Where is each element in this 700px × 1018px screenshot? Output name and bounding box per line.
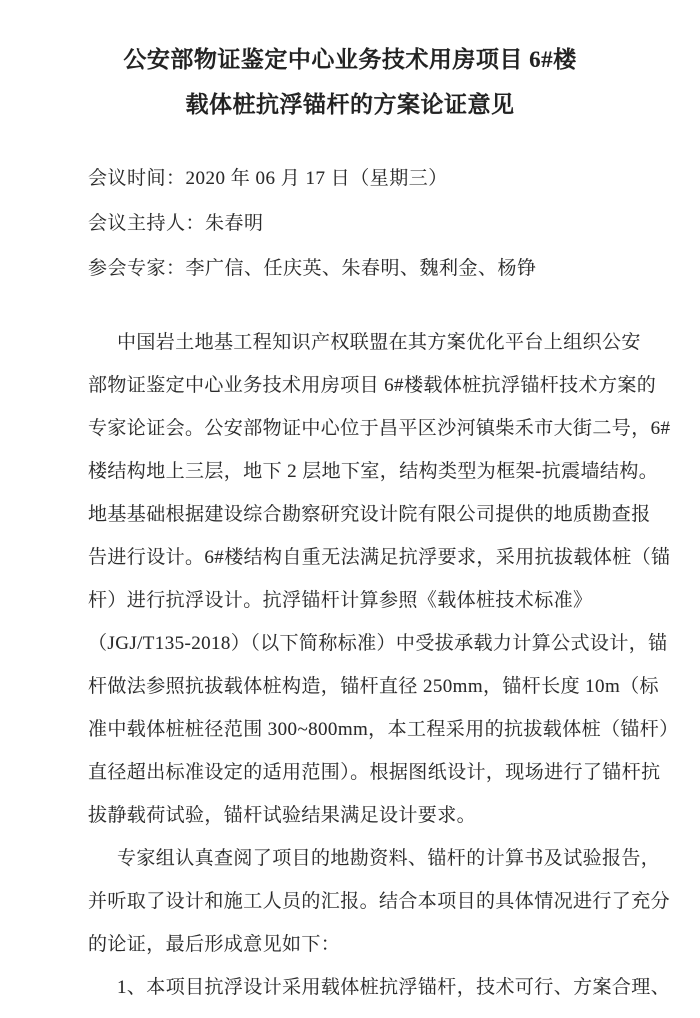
body-line: 杆做法参照抗拔载体桩构造，锚杆直径 250mm，锚杆长度 10m（标	[88, 676, 659, 697]
document-title-line2: 载体桩抗浮锚杆的方案论证意见	[185, 92, 515, 117]
body-line: 准中载体桩桩径范围 300~800mm，本工程采用的抗拔载体桩（锚杆）	[88, 719, 679, 740]
body-line: 楼结构地上三层，地下 2 层地下室，结构类型为框架-抗震墙结构。	[88, 461, 659, 482]
meeting-experts: 参会专家：李广信、任庆英、朱春明、魏利金、杨铮	[88, 258, 537, 279]
document-title-line1: 公安部物证鉴定中心业务技术用房项目 6#楼	[123, 47, 577, 72]
body-line: 部物证鉴定中心业务技术用房项目 6#楼载体桩抗浮锚杆技术方案的	[88, 375, 657, 396]
meeting-host: 会议主持人：朱春明	[88, 213, 264, 234]
body-line: 杆）进行抗浮设计。抗浮锚杆计算参照《载体桩技术标准》	[88, 590, 593, 611]
document-body	[0, 321, 700, 1009]
body-line: 并听取了设计和施工人员的汇报。结合本项目的具体情况进行了充分	[88, 891, 671, 912]
body-line: 专家组认真查阅了项目的地勘资料、锚杆的计算书及试验报告，	[117, 848, 661, 869]
document-title	[0, 0, 700, 127]
body-line: 地基基础根据建设综合勘察研究设计院有限公司提供的地质勘查报	[88, 504, 651, 525]
body-line: 拔静载荷试验，锚杆试验结果满足设计要求。	[88, 805, 477, 826]
body-line: 专家论证会。公安部物证中心位于昌平区沙河镇柴禾市大街二号，6#	[88, 418, 671, 439]
meeting-meta	[0, 156, 700, 291]
body-line: 中国岩土地基工程知识产权联盟在其方案优化平台上组织公安	[117, 332, 641, 353]
body-line: 直径超出标准设定的适用范围）。根据图纸设计，现场进行了锚杆抗	[88, 762, 661, 783]
body-line: （JGJ/T135-2018）（以下简称标准）中受拔承载力计算公式设计，锚	[88, 633, 668, 654]
meeting-time: 会议时间：2020 年 06 月 17 日（星期三）	[88, 168, 448, 189]
body-line: 告进行设计。6#楼结构自重无法满足抗浮要求，采用抗拔载体桩（锚	[88, 547, 671, 568]
body-line: 1、本项目抗浮设计采用载体桩抗浮锚杆，技术可行、方案合理、	[117, 977, 671, 998]
body-line: 的论证，最后形成意见如下：	[88, 934, 341, 955]
